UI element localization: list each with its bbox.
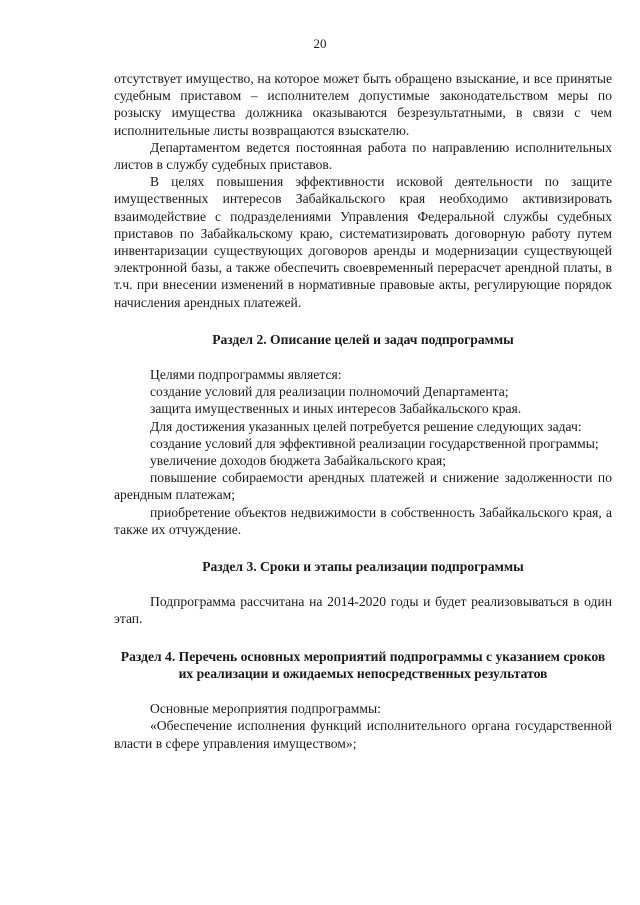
- section-4-heading: Раздел 4. Перечень основных мероприятий подпрограммы с указанием сроков их реализации и ожидаемых непосредственных результатов: [120, 648, 606, 681]
- list-item: «Обеспечение исполнения функций исполнительного органа государственной власти в сфере управления имуществом»;: [114, 718, 612, 751]
- list-item: приобретение объектов недвижимости в собственность Забайкальского края, а также их отчуждение.: [114, 504, 612, 537]
- paragraph: Подпрограмма рассчитана на 2014-2020 годы и будет реализовываться в один этап.: [114, 594, 612, 627]
- list-item: создание условий для реализации полномочий Департамента;: [150, 384, 509, 400]
- list-item: создание условий для эффективной реализации государственной программы;: [150, 435, 599, 451]
- paragraph: Для достижения указанных целей потребуется решение следующих задач:: [150, 418, 582, 434]
- page-number: 20: [313, 36, 327, 51]
- list-item: увеличение доходов бюджета Забайкальского края;: [150, 453, 446, 469]
- list-item: повышение собираемости арендных платежей и снижение задолженности по арендным платежам;: [114, 470, 612, 503]
- section-2-heading: Раздел 2. Описание целей и задач подпрограммы: [212, 331, 514, 347]
- section-3-heading: Раздел 3. Сроки и этапы реализации подпрограммы: [202, 559, 524, 575]
- paragraph: В целях повышения эффективности исковой деятельности по защите имущественных интересов Забайкальского края необходимо активизировать взаимодействие с подразделениями Управления Федеральной службы судебных приставов по Забайкальскому краю, систематизировать договорную работу путем инвентаризации существующих договоров аренды и модернизации существующей электронной базы, а также обеспечить своевременный перерасчет арендной платы, в т.ч. при внесении изменений в нормативные правовые акты, регулирующие порядок начисления арендных платежей.: [114, 174, 612, 310]
- paragraph: Основные мероприятия подпрограммы:: [150, 701, 381, 717]
- paragraph: Департаментом ведется постоянная работа по направлению исполнительных листов в службу судебных приставов.: [114, 139, 612, 173]
- paragraph-continuation: отсутствует имущество, на которое может быть обращено взыскание, и все принятые судебным приставом – исполнителем допустимые законодательством меры по розыску имущества должника оказываются безрезультатными, в связи с чем исполнительные листы возвращаются взыскателю.: [114, 71, 612, 138]
- list-item: защита имущественных и иных интересов Забайкальского края.: [150, 401, 522, 417]
- paragraph: Целями подпрограммы является:: [150, 367, 342, 383]
- page-content: [114, 70, 612, 752]
